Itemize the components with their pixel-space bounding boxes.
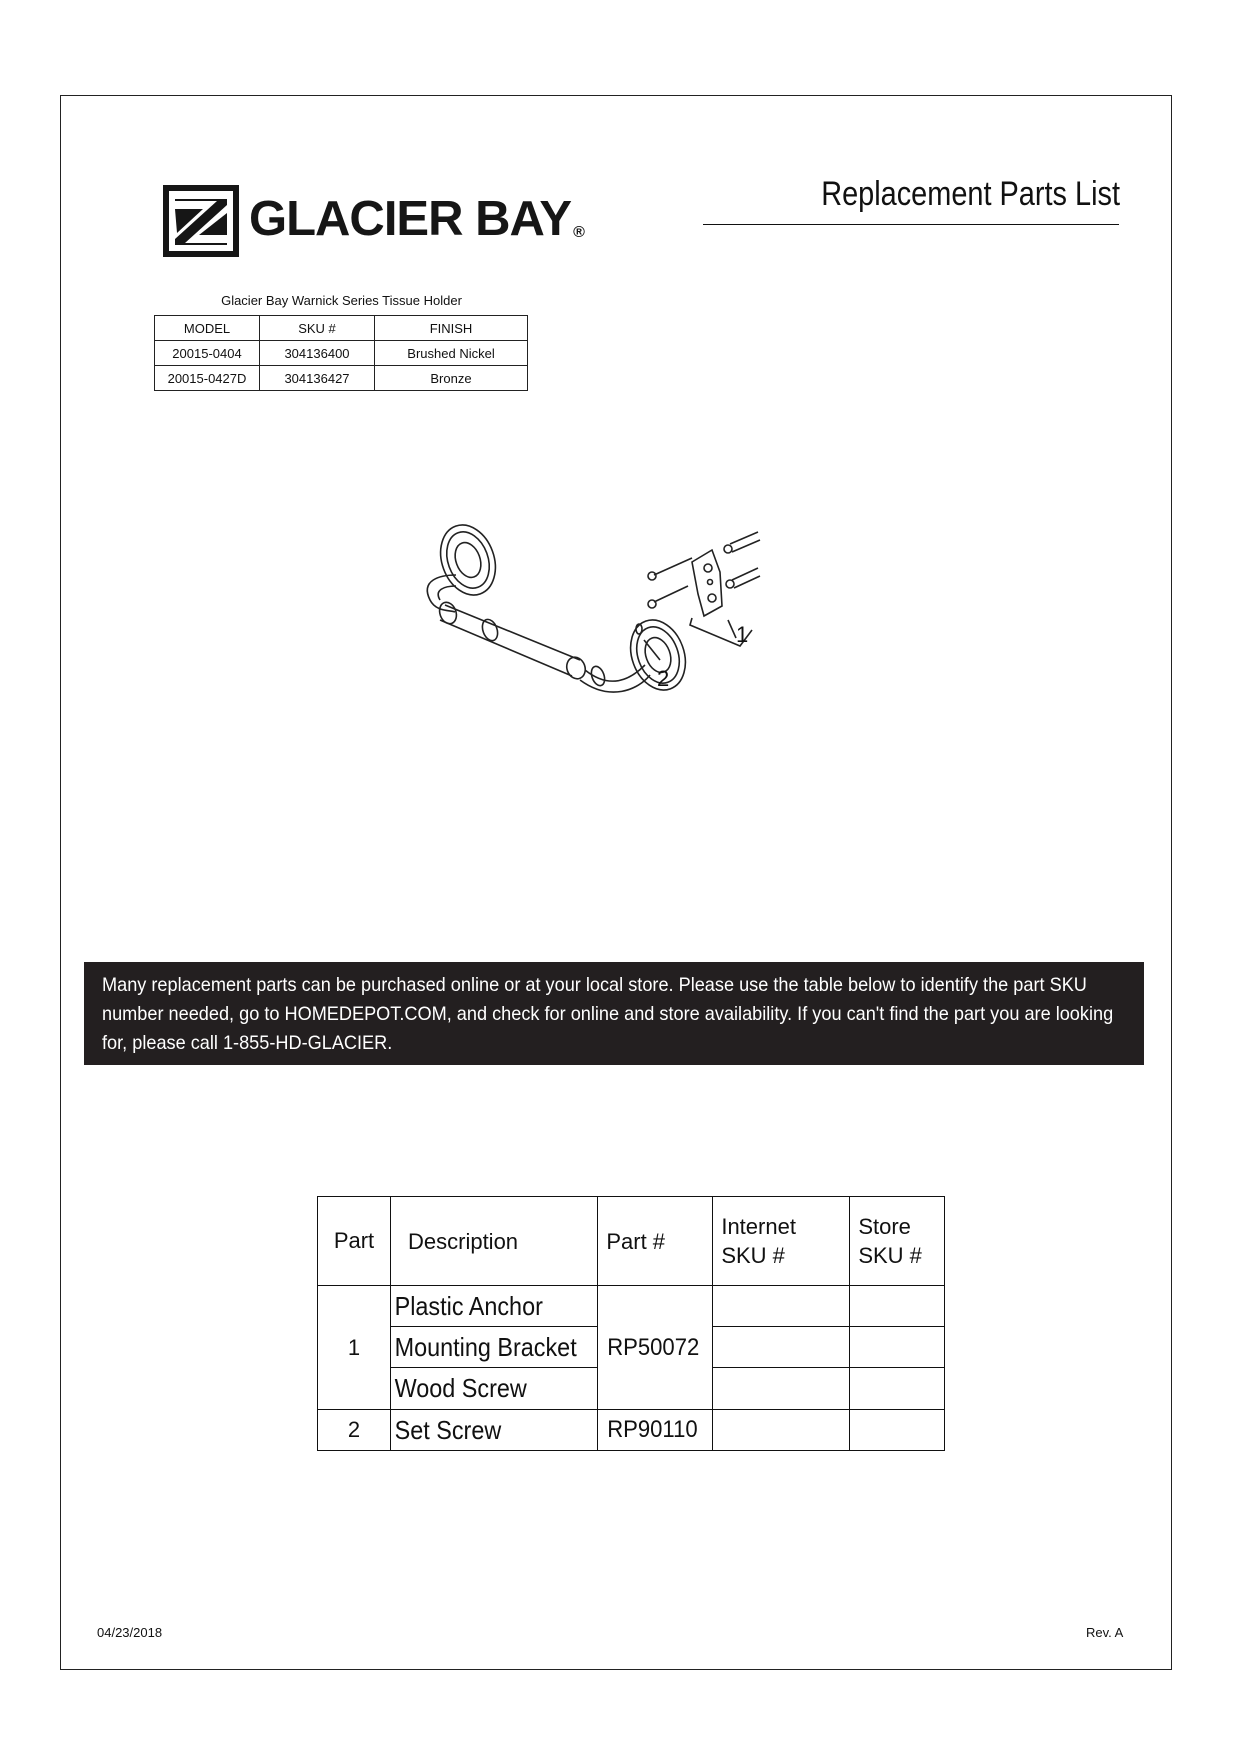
description-cell: Mounting Bracket [391, 1327, 598, 1368]
logo-mark-icon [163, 185, 239, 257]
model-cell: 20015-0427D [155, 366, 260, 391]
notice-banner [84, 962, 1144, 1065]
description-cell: Set Screw [391, 1410, 598, 1451]
header-store-sku: Store SKU # [850, 1197, 945, 1286]
parts-table [317, 1196, 945, 1451]
sku-cell: 304136427 [260, 366, 375, 391]
callout-2-label: 2 [657, 666, 670, 691]
callout-1-label: 1 [736, 622, 749, 647]
internet-sku-cell [713, 1368, 850, 1410]
header-internet-sku: Internet SKU # [713, 1197, 850, 1286]
store-sku-cell [850, 1286, 945, 1327]
table-row [155, 366, 528, 391]
glacier-bay-logo [163, 185, 603, 261]
model-cell: 20015-0404 [155, 341, 260, 366]
table-row [318, 1410, 945, 1451]
description-cell: Wood Screw [391, 1368, 598, 1410]
column-header: SKU # [260, 316, 375, 341]
finish-cell: Bronze [375, 366, 528, 391]
column-header: FINISH [375, 316, 528, 341]
finish-cell: Brushed Nickel [375, 341, 528, 366]
part-number-cell: 1 [318, 1286, 391, 1410]
tissue-holder-drawing [427, 520, 694, 698]
internet-sku-cell [713, 1286, 850, 1327]
table-row [318, 1286, 945, 1327]
store-sku-cell [850, 1410, 945, 1451]
footer-date: 04/23/2018 [97, 1625, 163, 1640]
sku-cell: 304136400 [260, 341, 375, 366]
title-underline [703, 224, 1119, 225]
model-table [154, 315, 528, 391]
store-sku-cell [850, 1327, 945, 1368]
parts-table-header [318, 1197, 945, 1286]
header-description: Description [391, 1197, 598, 1286]
part-number-cell: 2 [318, 1410, 391, 1451]
internet-sku-cell [713, 1410, 850, 1451]
table-row [155, 341, 528, 366]
header-part: Part [318, 1197, 391, 1286]
brand-name: GLACIER BAY ® [249, 192, 584, 246]
model-table-header [155, 316, 528, 341]
part-code-cell: RP90110 [598, 1410, 713, 1451]
store-sku-cell [850, 1368, 945, 1410]
column-header: MODEL [155, 316, 260, 341]
description-cell: Plastic Anchor [391, 1286, 598, 1327]
footer-revision: Rev. A [1086, 1625, 1124, 1640]
page-title: Replacement Parts List [821, 175, 1120, 213]
internet-sku-cell [713, 1327, 850, 1368]
notice-text: Many replacement parts can be purchased online or at your local store. Please use the table below to identify the part SKU number needed, go to HOMEDEPOT.COM, and check for online and store availability. If you can't find the part you are looking for, please call 1-855-HD-GLACIER. [102, 974, 1114, 1054]
header-part-number: Part # [598, 1197, 713, 1286]
part-code-cell: RP50072 [598, 1286, 713, 1410]
product-caption: Glacier Bay Warnick Series Tissue Holder [221, 293, 462, 308]
exploded-parts-diagram [400, 520, 880, 780]
